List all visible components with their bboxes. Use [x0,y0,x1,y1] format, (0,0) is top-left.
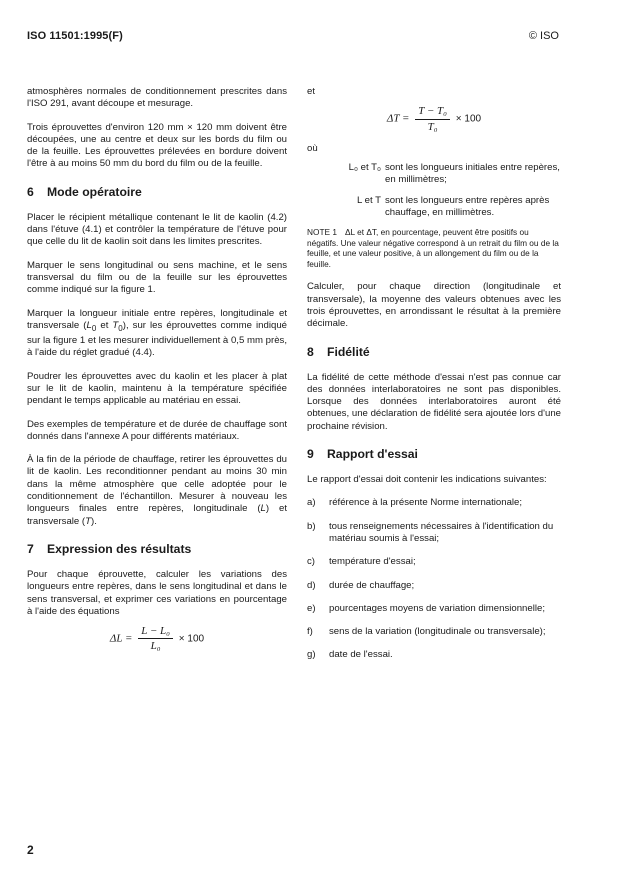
paragraph: Marquer la longueur initiale entre repères, longitudinale et transversale ($L_0$ et $T_0$), sur les éprouvettes comme indiqué sur la figure 1 et les mesurer individuellement à 0,5 mm près, à l'aide du réglet gradué (4.4). [27,307,287,359]
definition-final-lengths: L et T sont les longueurs entre repères après chauffage, en millimètres. [357,194,550,219]
section-9-heading: 9 Rapport d'essai [307,447,418,462]
paragraph: Calculer, pour chaque direction (longitudinale et transversale), la moyenne des valeurs obtenues avec les trois éprouvettes, en arrondissant le résultat à la première décimale. [307,281,561,330]
paragraph: Le rapport d'essai doit contenir les indications suivantes: [307,474,547,486]
connector-text: où [307,142,318,154]
section-6-heading: 6 Mode opératoire [27,184,142,199]
paragraph: Poudrer les éprouvettes avec du kaolin et les placer à plat sur le lit de kaolin, maintenu à la température spécifiée pendant le temps applicable au matériau en essai. [27,370,287,407]
left-column [27,86,287,663]
section-8-heading: 8 Fidélité [307,344,370,359]
list-item: a) référence à la présente Norme internationale; [307,497,523,509]
list-item: c) température d'essai; [307,556,416,568]
list-item: d) durée de chauffage; [307,579,415,591]
right-column [307,86,561,673]
paragraph: À la fin de la période de chauffage, retirer les éprouvettes du lit de kaolin. Les reconditionner pendant au moins 30 min dans la même atmosphère que celle adoptée pour le conditionnement de l'échantillon. Mesurer à nouveau les longueurs finales entre repères, longitudinale (L) et transversale (T). [27,454,287,527]
paragraph: La fidélité de cette méthode d'essai n'est pas connue car des données interlaboratoires ne sont pas disponibles. Lorsque des données interlaboratoires auront été obtenues, une déclaration de fidélité sera ajoutée lors d'une prochaine révision. [307,371,561,432]
paragraph: Placer le récipient métallique contenant le lit de kaolin (4.2) dans l'étuve (4.1) et contrôler la température de l'étuve pour que celle du lit de kaolin soit dans les limites prescrites. [27,211,287,248]
list-item: f) sens de la variation (longitudinale ou transversale); [307,626,546,638]
paragraph: Marquer le sens longitudinal ou sens machine, et le sens transversal du film ou de la feuille sur les éprouvettes comme indiqué sur la figure 1. [27,259,287,296]
paragraph: Des exemples de température et de durée de chauffage sont donnés dans l'annexe A pour différents matériaux. [27,418,287,442]
section-7-heading: 7 Expression des résultats [27,541,192,556]
page-number: 2 [27,843,34,857]
paragraph: Trois éprouvettes d'environ 120 mm × 120 mm doivent être découpées, une au centre et deux sur les bords du film ou de la feuille. Les éprouvettes prélevées en bordure doivent l'être à au moins 50 mm du bord du film ou de la feuille. [27,121,287,170]
document-header-copyright: © ISO [528,30,559,42]
paragraph: atmosphères normales de conditionnement prescrites dans l'ISO 291, avant découpe et mesurage. [27,86,287,110]
note-1: NOTE 1 ΔL et ΔT, en pourcentage, peuvent être positifs ou négatifs. Une valeur négative correspond à un retrait du film ou de la feuille, et une valeur positive, à un allongement du film ou de la feuille. [307,227,559,269]
equation-delta-t: ΔT = $\frac{\text{T − T₀}}{\text{T₀}}$ × 100 [386,105,482,133]
list-item: g) date de l'essai. [307,649,393,661]
paragraph: Pour chaque éprouvette, calculer les variations des longueurs entre repères, dans le sens longitudinal et dans le sens transversal, et exprimer ces variations en pourcentage à l'aide des équations [27,568,287,617]
list-item: e) pourcentages moyens de variation dimensionnelle; [307,602,545,614]
definition-initial-lengths: L₀ et T₀ sont les longueurs initiales entre repères, en millimètres; [348,162,560,186]
connector-text: et [307,86,316,97]
list-item: b) tous renseignements nécessaires à l'identification du matériau soumis à l'essai; [307,520,554,544]
document-header-standard-id: ISO 11501:1995(F) [27,30,123,42]
equation-delta-l: ΔL = $\frac{\text{L − L₀}}{\text{L₀}}$ × 100 [109,625,205,653]
